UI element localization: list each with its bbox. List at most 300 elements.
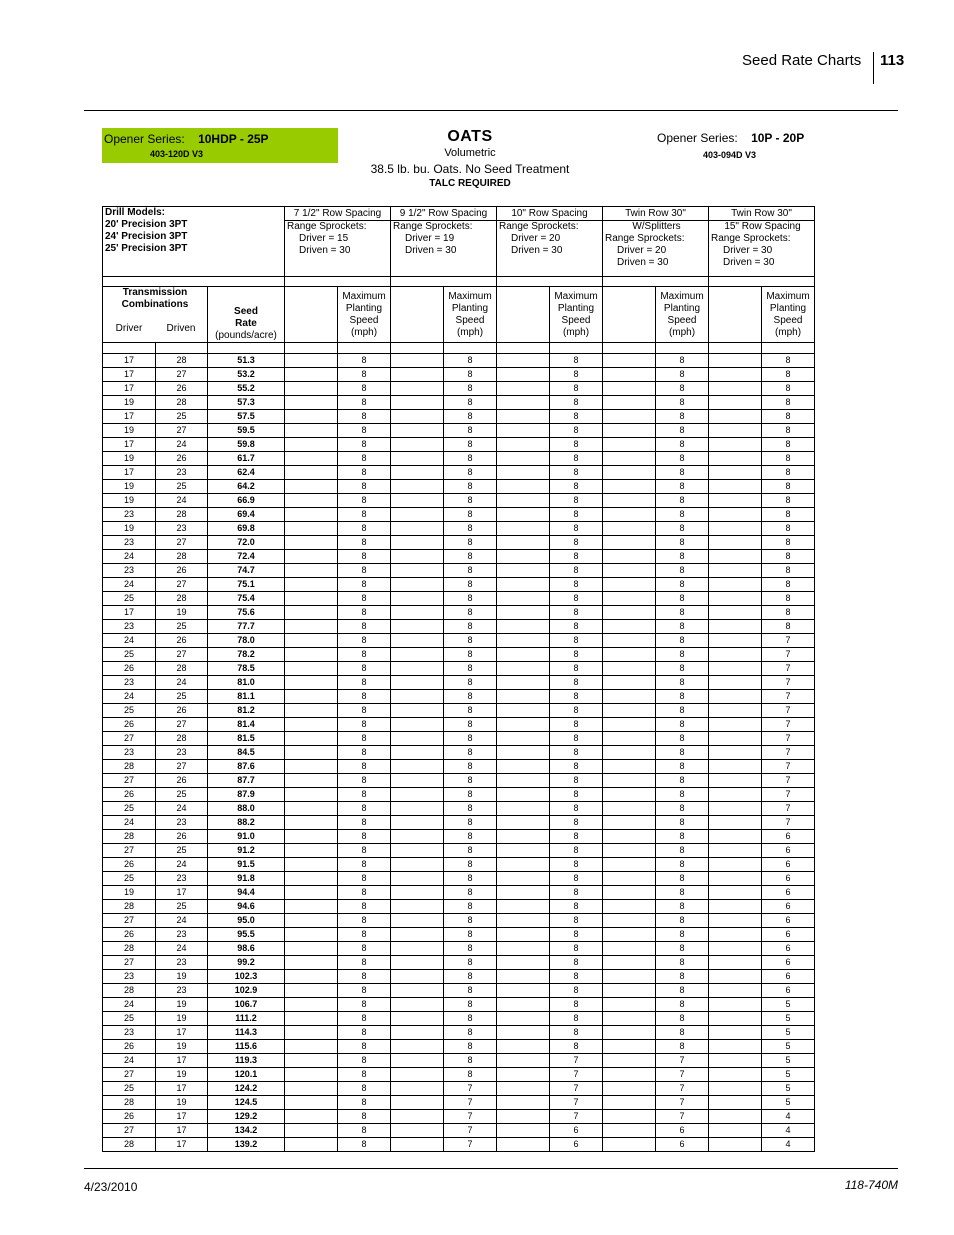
sprocket-cell [603, 221, 709, 277]
driven-teeth: 17 [156, 1138, 208, 1152]
max-speed: 5 [762, 1096, 815, 1110]
blank-cell [603, 858, 656, 872]
table-row [103, 816, 815, 830]
max-speed: 8 [338, 480, 391, 494]
max-speed: 8 [550, 1012, 603, 1026]
driven-teeth: 24 [156, 858, 208, 872]
blank-cell [603, 438, 656, 452]
opener-series-left-value: 10HDP - 25P [198, 132, 269, 146]
driver-teeth: 28 [103, 942, 156, 956]
max-speed: 8 [550, 452, 603, 466]
seed-rate: 84.5 [208, 746, 285, 760]
table-row [103, 522, 815, 536]
blank-cell [497, 1110, 550, 1124]
top-rule [84, 110, 898, 111]
blank-cell [709, 550, 762, 564]
blank-cell [603, 634, 656, 648]
blank-cell [709, 858, 762, 872]
blank-cell [391, 816, 444, 830]
blank-cell [391, 1040, 444, 1054]
seed-rate: 102.3 [208, 970, 285, 984]
table-row [103, 662, 815, 676]
seed-rate: 88.0 [208, 802, 285, 816]
max-speed: 8 [338, 704, 391, 718]
blank-cell [709, 1124, 762, 1138]
blank-cell [709, 984, 762, 998]
max-speed: 8 [550, 802, 603, 816]
blank-cell [709, 1012, 762, 1026]
max-speed: 8 [444, 998, 497, 1012]
max-speed: 8 [444, 1054, 497, 1068]
blank-cell [391, 634, 444, 648]
driver-teeth: 26 [103, 928, 156, 942]
blank-cell [497, 746, 550, 760]
max-speed: 8 [550, 522, 603, 536]
max-speed: 8 [444, 1026, 497, 1040]
blank-cell [603, 606, 656, 620]
driver-header: Driver [115, 323, 143, 334]
seed-rate: 81.4 [208, 718, 285, 732]
max-speed: 8 [444, 760, 497, 774]
max-speed: 8 [444, 354, 497, 368]
max-speed: 8 [656, 438, 709, 452]
blank-cell [497, 956, 550, 970]
max-speed: 8 [444, 774, 497, 788]
max-speed: 8 [550, 550, 603, 564]
max-speed: 8 [762, 564, 815, 578]
max-speed: 8 [656, 410, 709, 424]
blank-cell [709, 1040, 762, 1054]
max-speed: 8 [762, 536, 815, 550]
blank-cell [709, 900, 762, 914]
max-speed: 4 [762, 1138, 815, 1152]
max-speed: 7 [762, 732, 815, 746]
driver-teeth: 17 [103, 368, 156, 382]
table-row [103, 494, 815, 508]
table-row [103, 1110, 815, 1124]
blank-cell [391, 522, 444, 536]
blank-cell [603, 914, 656, 928]
max-speed: 8 [656, 354, 709, 368]
column-header-row [103, 287, 815, 343]
blank-cell [285, 466, 338, 480]
seed-rate-label: Rate [235, 318, 257, 329]
max-speed: 8 [550, 536, 603, 550]
blank-cell [709, 606, 762, 620]
blank-cell [497, 1026, 550, 1040]
blank-cell [497, 424, 550, 438]
blank-cell [285, 1054, 338, 1068]
max-speed: 6 [762, 872, 815, 886]
max-speed: 8 [444, 620, 497, 634]
seed-rate: 59.8 [208, 438, 285, 452]
max-speed: 8 [444, 788, 497, 802]
driven-teeth: 17 [156, 1124, 208, 1138]
driven-teeth: 17 [156, 886, 208, 900]
combinations-label: Combinations [121, 299, 189, 310]
blank-cell [709, 1096, 762, 1110]
blank-cell [497, 760, 550, 774]
table-row [103, 550, 815, 564]
driver-teeth: 17 [103, 438, 156, 452]
blank-cell [285, 774, 338, 788]
max-speed: 8 [338, 760, 391, 774]
blank-cell [285, 900, 338, 914]
driver-teeth: 26 [103, 788, 156, 802]
blank-cell [603, 676, 656, 690]
blank-cell [285, 1096, 338, 1110]
max-speed: 4 [762, 1110, 815, 1124]
blank-cell [603, 1124, 656, 1138]
max-speed: 7 [762, 662, 815, 676]
driven-teeth: 23 [156, 956, 208, 970]
blank-cell [709, 1138, 762, 1152]
max-speed: 8 [444, 564, 497, 578]
blank-cell [709, 1026, 762, 1040]
blank-cell [497, 536, 550, 550]
blank-cell [391, 564, 444, 578]
seed-rate: 75.6 [208, 606, 285, 620]
max-speed: 6 [762, 914, 815, 928]
blank-cell [603, 368, 656, 382]
max-speed: 8 [338, 802, 391, 816]
max-speed: 8 [338, 424, 391, 438]
max-speed: 8 [444, 382, 497, 396]
blank-cell [709, 872, 762, 886]
max-speed: 8 [444, 634, 497, 648]
max-speed: 8 [656, 774, 709, 788]
blank-cell [285, 872, 338, 886]
max-speed: 8 [550, 690, 603, 704]
blank-cell [709, 564, 762, 578]
blank-cell [285, 550, 338, 564]
seed-rate: 69.4 [208, 508, 285, 522]
max-speed: 8 [338, 984, 391, 998]
seed-rate: 139.2 [208, 1138, 285, 1152]
max-speed: 8 [550, 368, 603, 382]
sprockets-label: Range Sprockets: [393, 221, 473, 232]
blank-cell [603, 774, 656, 788]
blank-cell [709, 648, 762, 662]
blank-cell [497, 998, 550, 1012]
driven-teeth: 28 [156, 396, 208, 410]
max-speed: 8 [444, 536, 497, 550]
seed-rate: 95.0 [208, 914, 285, 928]
blank-cell [285, 438, 338, 452]
max-speed: 8 [550, 956, 603, 970]
driven-teeth: 26 [156, 774, 208, 788]
max-speed: 8 [444, 368, 497, 382]
spacer-row [103, 343, 815, 354]
max-speed: 7 [550, 1110, 603, 1124]
max-speed: 5 [762, 1054, 815, 1068]
blank-cell [497, 452, 550, 466]
max-speed: 8 [338, 900, 391, 914]
max-speed: 8 [550, 844, 603, 858]
max-speed: 8 [444, 522, 497, 536]
blank-cell [603, 1082, 656, 1096]
max-speed: 8 [338, 634, 391, 648]
blank-cell [709, 774, 762, 788]
max-speed: 8 [656, 536, 709, 550]
max-speed: 5 [762, 1040, 815, 1054]
blank-cell [285, 998, 338, 1012]
section-title: Seed Rate Charts [742, 52, 862, 69]
blank-cell [391, 1068, 444, 1082]
max-speed: 8 [444, 816, 497, 830]
max-speed: 8 [338, 886, 391, 900]
driven-teeth: 28 [156, 354, 208, 368]
max-speed: 7 [444, 1096, 497, 1110]
driver-teeth: 24 [103, 690, 156, 704]
driven-teeth: 28 [156, 550, 208, 564]
max-speed: 8 [550, 816, 603, 830]
driven-teeth: 19 [156, 998, 208, 1012]
max-speed: 8 [550, 774, 603, 788]
blank-cell [709, 368, 762, 382]
max-speed: 8 [550, 998, 603, 1012]
driver-teeth: 28 [103, 830, 156, 844]
max-speed: 8 [656, 732, 709, 746]
max-speed: 8 [762, 466, 815, 480]
blank-cell [285, 732, 338, 746]
table-row [103, 564, 815, 578]
max-speed: 8 [762, 382, 815, 396]
max-speed: 8 [550, 466, 603, 480]
max-speed: 7 [762, 816, 815, 830]
driven-teeth: 19 [156, 1040, 208, 1054]
seed-rate: 51.3 [208, 354, 285, 368]
blank-cell [603, 830, 656, 844]
blank-cell [391, 774, 444, 788]
driven-teeth: 23 [156, 928, 208, 942]
max-speed: 8 [656, 480, 709, 494]
driven-teeth: 17 [156, 1110, 208, 1124]
blank-cell [497, 438, 550, 452]
blank-cell [391, 970, 444, 984]
table-row [103, 438, 815, 452]
table-row [103, 466, 815, 480]
blank-cell [603, 522, 656, 536]
table-row [103, 382, 815, 396]
max-speed: 8 [550, 746, 603, 760]
max-speed: 8 [762, 480, 815, 494]
blank-cell [497, 564, 550, 578]
max-speed: 8 [550, 606, 603, 620]
blank-cell [497, 858, 550, 872]
blank-cell [709, 494, 762, 508]
driven-teeth: 25 [156, 620, 208, 634]
driven-teeth: 24 [156, 676, 208, 690]
blank-cell [497, 830, 550, 844]
max-speed: 7 [656, 1082, 709, 1096]
blank-cell [603, 354, 656, 368]
blank-cell [497, 662, 550, 676]
table-row [103, 746, 815, 760]
driver-teeth: 28 [103, 1096, 156, 1110]
max-speed: 8 [550, 788, 603, 802]
max-speed: 8 [444, 872, 497, 886]
blank-cell [709, 704, 762, 718]
max-speed: 8 [444, 746, 497, 760]
blank-cell [391, 424, 444, 438]
blank-cell [497, 704, 550, 718]
driven-teeth: 23 [156, 816, 208, 830]
driver-teeth: 24 [103, 634, 156, 648]
blank-cell [391, 760, 444, 774]
max-speed: 8 [338, 522, 391, 536]
blank-cell [391, 606, 444, 620]
blank-cell [285, 410, 338, 424]
driven-sprocket: Driven = 30 [299, 245, 351, 256]
blank-cell [603, 424, 656, 438]
transmission-label: Transmission [122, 287, 188, 298]
driven-teeth: 23 [156, 984, 208, 998]
driven-teeth: 25 [156, 900, 208, 914]
max-speed: 8 [444, 648, 497, 662]
opener-series-right-code: 403-094D V3 [703, 150, 757, 160]
table-row [103, 648, 815, 662]
max-speed: 7 [550, 1096, 603, 1110]
max-speed: 7 [762, 760, 815, 774]
blank-cell [391, 508, 444, 522]
seed-rate: 102.9 [208, 984, 285, 998]
blank-cell [603, 494, 656, 508]
blank-cell [603, 536, 656, 550]
max-speed: 8 [656, 494, 709, 508]
blank-cell [709, 690, 762, 704]
opener-series-right-label: Opener Series: [657, 131, 738, 145]
max-speed: 6 [762, 956, 815, 970]
max-speed: 8 [338, 592, 391, 606]
max-speed: 8 [656, 522, 709, 536]
driver-teeth: 23 [103, 970, 156, 984]
blank-cell [709, 1068, 762, 1082]
blank-cell [603, 508, 656, 522]
blank-cell [391, 956, 444, 970]
driven-sprocket: Driven = 30 [405, 245, 457, 256]
opener-series-left-code: 403-120D V3 [150, 149, 204, 159]
table-row [103, 634, 815, 648]
max-speed: 8 [762, 620, 815, 634]
table-row [103, 718, 815, 732]
driven-teeth: 25 [156, 690, 208, 704]
blank-cell [391, 844, 444, 858]
blank-cell [603, 956, 656, 970]
max-speed: 8 [656, 424, 709, 438]
blank-cell [285, 1012, 338, 1026]
max-speed: 8 [656, 382, 709, 396]
driver-teeth: 27 [103, 732, 156, 746]
max-speed: 8 [444, 424, 497, 438]
max-speed: 8 [656, 942, 709, 956]
opener-series-right-box [657, 131, 804, 160]
table-row [103, 774, 815, 788]
table-row [103, 480, 815, 494]
driver-teeth: 25 [103, 592, 156, 606]
max-speed: 8 [444, 942, 497, 956]
max-speed: 8 [656, 634, 709, 648]
max-speed: 8 [550, 438, 603, 452]
max-speed: 8 [338, 550, 391, 564]
seed-rate-table [102, 206, 815, 1152]
blank-cell [603, 690, 656, 704]
max-speed: 8 [444, 508, 497, 522]
seed-rate: 115.6 [208, 1040, 285, 1054]
driven-teeth: 25 [156, 410, 208, 424]
blank-cell [603, 704, 656, 718]
blank-cell [603, 1110, 656, 1124]
driven-teeth: 27 [156, 536, 208, 550]
max-speed: 8 [550, 620, 603, 634]
blank-cell [709, 718, 762, 732]
spacing-sub: 15" Row Spacing [724, 221, 801, 232]
blank-cell [497, 1068, 550, 1082]
max-speed: 8 [338, 872, 391, 886]
blank-cell [709, 536, 762, 550]
blank-cell [497, 368, 550, 382]
blank-cell [391, 802, 444, 816]
max-speed: 8 [550, 564, 603, 578]
blank-cell [603, 718, 656, 732]
sprockets-label: Range Sprockets: [287, 221, 367, 232]
driven-teeth: 27 [156, 648, 208, 662]
max-speed: 8 [550, 928, 603, 942]
max-speed: 8 [550, 410, 603, 424]
blank-cell [709, 354, 762, 368]
blank-cell [603, 746, 656, 760]
max-speed: 7 [762, 746, 815, 760]
opener-series-left-label: Opener Series: [104, 132, 185, 146]
max-speed: 8 [550, 830, 603, 844]
blank-cell [603, 564, 656, 578]
blank-cell [497, 872, 550, 886]
table-row [103, 970, 815, 984]
blank-cell [709, 522, 762, 536]
driver-sprocket: Driver = 20 [511, 233, 561, 244]
max-speed: 8 [656, 564, 709, 578]
max-speed: 8 [444, 802, 497, 816]
blank-cell [709, 676, 762, 690]
seed-rate: 66.9 [208, 494, 285, 508]
driver-teeth: 19 [103, 494, 156, 508]
blank-cell [709, 1082, 762, 1096]
table-row [103, 368, 815, 382]
max-speed: 7 [444, 1110, 497, 1124]
blank-cell [391, 928, 444, 942]
metering-type: Volumetric [444, 147, 496, 159]
max-speed: 7 [550, 1082, 603, 1096]
max-speed: 8 [338, 1110, 391, 1124]
max-speed-header: Maximum Planting Speed (mph) [656, 287, 709, 343]
blank-cell [497, 1054, 550, 1068]
driver-teeth: 23 [103, 508, 156, 522]
blank-cell [497, 844, 550, 858]
blank-cell [497, 900, 550, 914]
blank-cell [497, 928, 550, 942]
driven-teeth: 24 [156, 914, 208, 928]
max-speed: 8 [762, 354, 815, 368]
driver-teeth: 17 [103, 466, 156, 480]
blank-cell [709, 886, 762, 900]
table-row [103, 1054, 815, 1068]
max-speed: 7 [762, 648, 815, 662]
table-row [103, 844, 815, 858]
blank-cell [285, 1040, 338, 1054]
blank-cell [497, 522, 550, 536]
table-row [103, 1026, 815, 1040]
blank-cell [603, 1096, 656, 1110]
